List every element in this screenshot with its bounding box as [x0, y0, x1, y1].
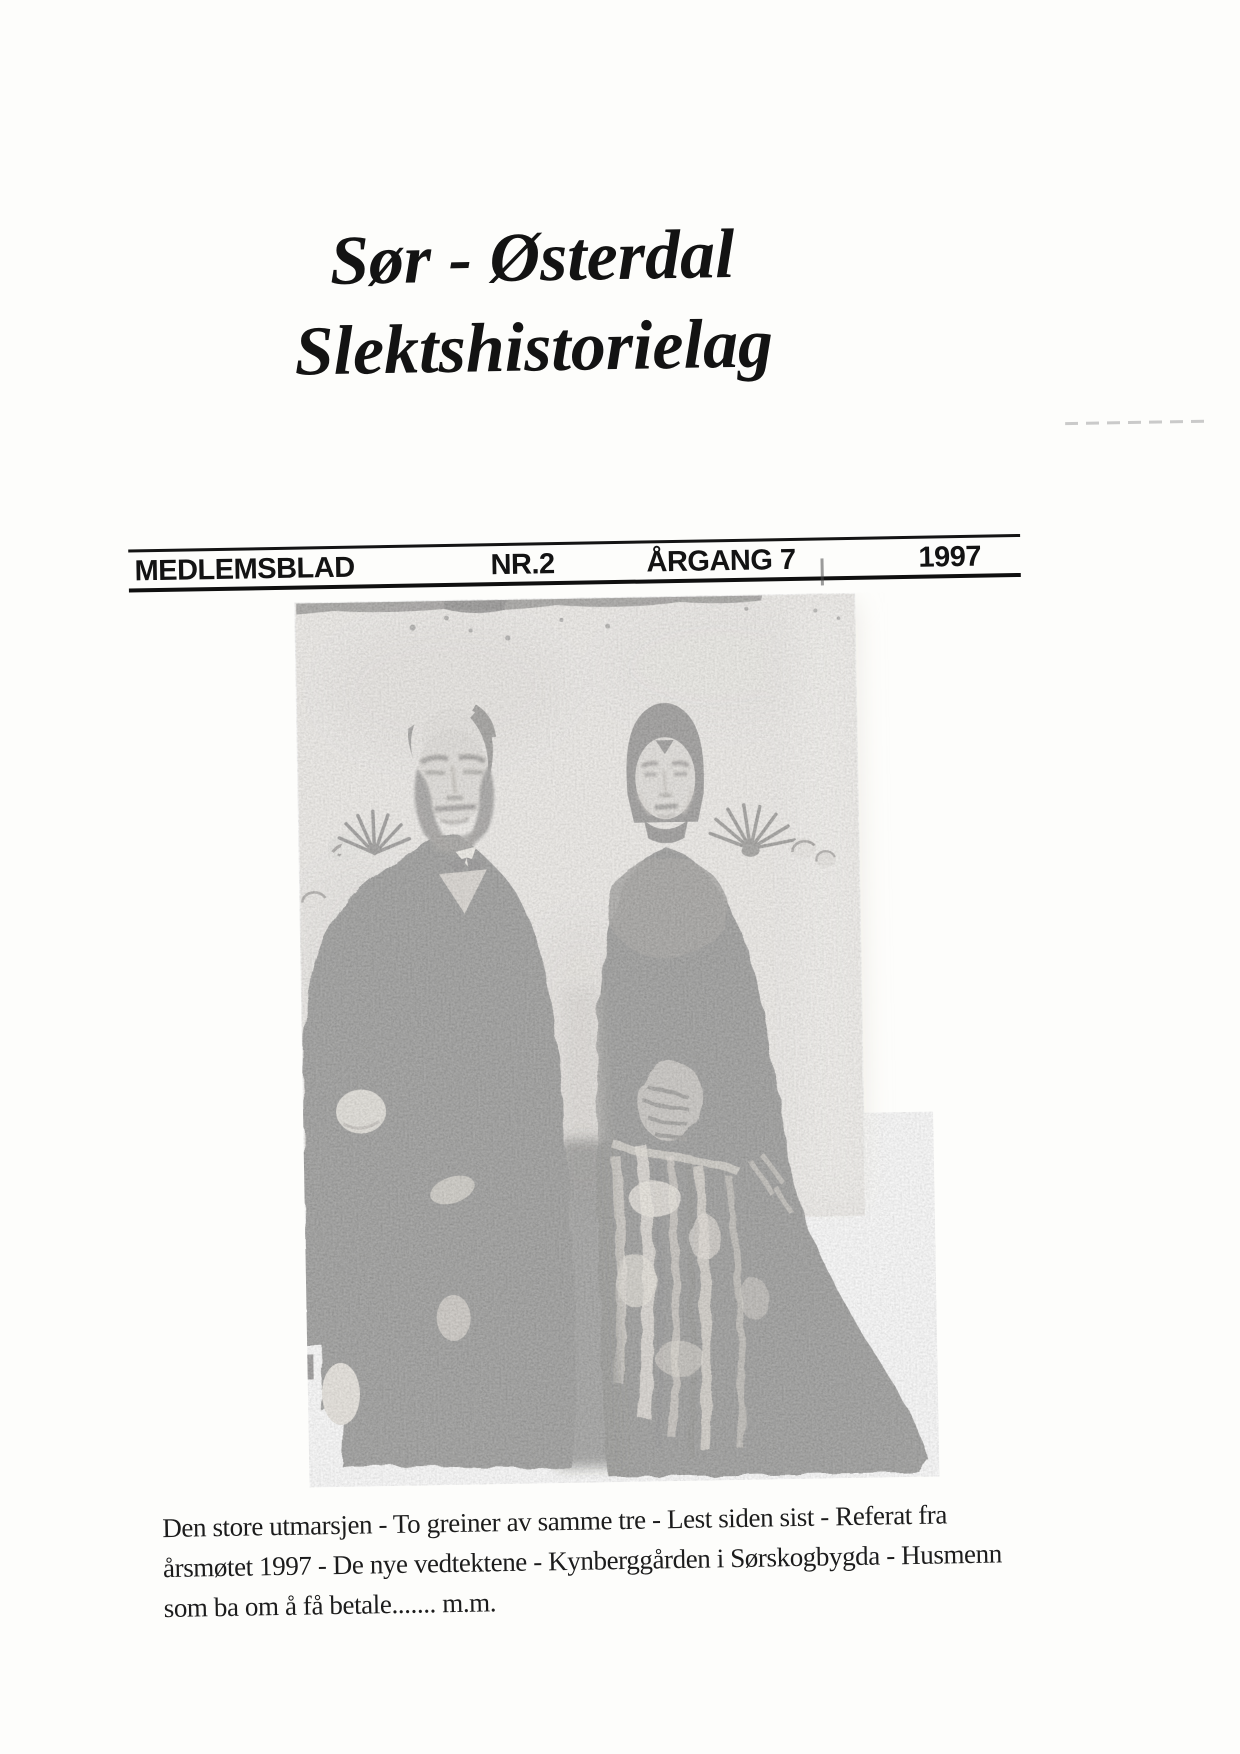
scan-smudge [1065, 420, 1205, 425]
page-title [131, 206, 934, 400]
page-title-line2: Slektshistorielag [293, 305, 774, 391]
year-label: 1997 [918, 540, 982, 574]
cover-photo-image [294, 592, 939, 1488]
contents-line: årsmøtet 1997 - De nye vedtektene - Kynberggården i Sørskogbygda - Husmenn [162, 1538, 1003, 1584]
cover-photo [294, 592, 939, 1488]
contents-line: som ba om å få betale....... m.m. [163, 1587, 497, 1624]
contents-line: Den store utmarsjen - To greiner av samme tre - Lest siden sist - Referat fra [162, 1499, 948, 1544]
contents-summary [162, 1491, 1164, 1628]
page-title-line1: Sør - Østerdal [329, 215, 736, 300]
volume-label: ÅRGANG 7 [646, 543, 796, 579]
publication-label: MEDLEMSBLAD [134, 551, 355, 588]
masthead-bar [128, 534, 1021, 593]
stray-scan-mark [820, 558, 823, 585]
issue-number: NR.2 [490, 548, 555, 582]
